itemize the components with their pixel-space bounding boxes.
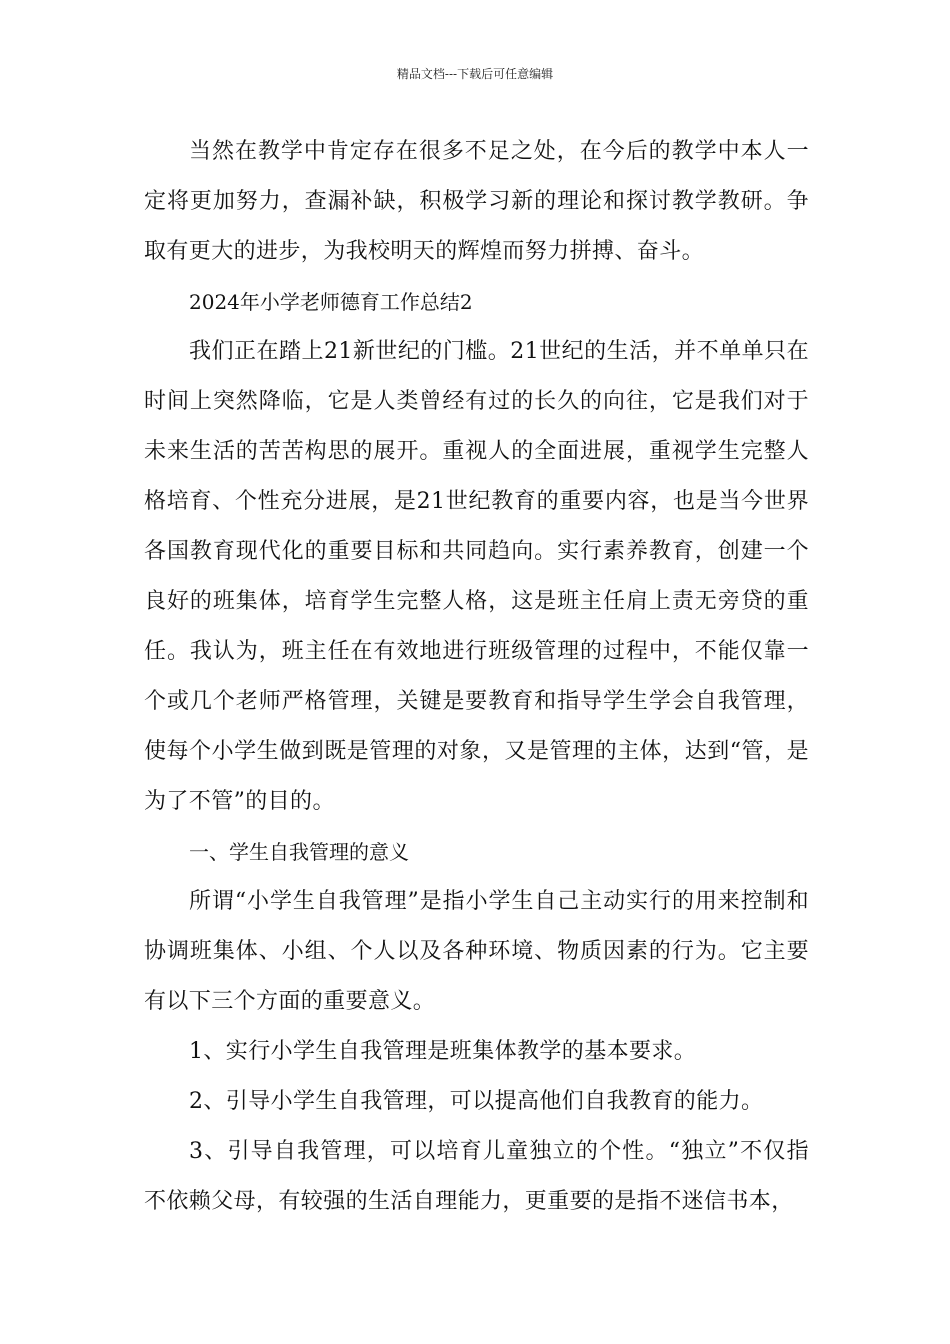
- list-item-2: 2、引导小学生自我管理，可以提高他们自我教育的能力。: [189, 1089, 764, 1114]
- section-title: 2024年小学老师德育工作总结2: [189, 290, 473, 314]
- paragraph-intro: 我们正在踏上21新世纪的门槛。21世纪的生活，并不单单只在时间上突然降临，它是人类曾经有过的长久的向往，它是我们对于未来生活的苦苦构思的展开。重视人的全面进展，重视学生完整人格培育、个性充分进展，是21世纪教育的重要内容，也是当今世界各国教育现代化的重要目标和共同趋向。实行素养教育，创建一个良好的班集体，培育学生完整人格，这是班主任肩上责无旁贷的重任。我认为，班主任在有效地进行班级管理的过程中，不能仅靠一个或几个老师严格管理，关键是要教育和指导学生学会自我管理，使每个小学生做到既是管理的对象，又是管理的主体，达到“管，是为了不管”的目的。: [144, 339, 809, 814]
- subsection-heading: 一、学生自我管理的意义: [189, 840, 409, 864]
- list-item-1: 1、实行小学生自我管理是班集体教学的基本要求。: [189, 1039, 697, 1064]
- list-item-3: 3、引导自我管理，可以培育儿童独立的个性。“独立”不仅指不依赖父母，有较强的生活自理能力，更重要的是指不迷信书本，: [144, 1139, 809, 1214]
- paragraph-closing: 当然在教学中肯定存在很多不足之处，在今后的教学中本人一定将更加努力，查漏补缺，积极学习新的理论和探讨教学教研。争取有更大的进步，为我校明天的辉煌而努力拼搏、奋斗。: [144, 139, 809, 264]
- document-body: [144, 127, 809, 1227]
- page-header: 精品文档---下载后可任意编辑: [396, 67, 554, 81]
- paragraph-definition: 所谓“小学生自我管理”是指小学生自己主动实行的用来控制和协调班集体、小组、个人以及各种环境、物质因素的行为。它主要有以下三个方面的重要意义。: [144, 889, 809, 1014]
